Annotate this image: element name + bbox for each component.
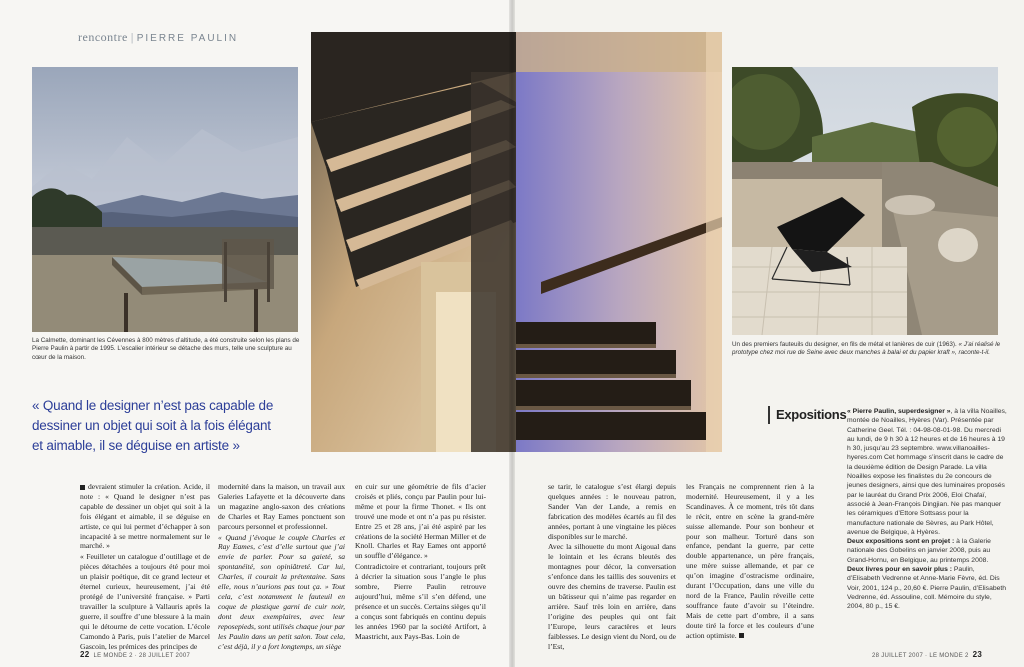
folio-right — [872, 650, 982, 659]
page-gutter — [509, 0, 515, 667]
sidebar-body — [847, 407, 1007, 612]
end-marker — [739, 633, 744, 638]
text-column-5 — [686, 482, 814, 642]
caption-right-quote: « J’ai réalisé le prototype chez moi rue de Seine avec deux manches à balai et du papier kraft », raconte-t-il. — [732, 341, 1001, 357]
col5-paragraph-1: les Français ne comprennent rien à la modernité. Heureusement, il y a les Scandinaves. À ce moment, très tôt dans le récit, entre en scène la grand-mère suisse allemande. Pour son bonheur et pour son malheur. Torturé dans son enfance, pendant la guerre, par cette double appartenance, un père français, une mère suisse allemande, et par ce qu’on imagine d’ostracisme ordinaire, durant l’Occupation, dans une ville du nord de la France, Paulin réveille cette souffrance faute d’avoir su l’éteindre. Mais de cette part d’ombre, il a sans doute tiré la force et les couleurs d’une action optimiste. — [686, 482, 814, 640]
rubric-name: PIERRE PAULIN — [136, 33, 239, 44]
col2-paragraph-1: modernité dans la maison, un travail aux Galeries Lafayette et la découverte dans un magazine anglo-saxon des créations de Charles et Ray Eames ponctuent son parcours personnel et professionnel. — [218, 482, 345, 531]
sidebar-item-villa-noailles: « Pierre Paulin, superdesigner », à la villa Noailles, montée de Noailles, Hyères (Var). Présentée par Catherine Geel. Tél. : 04-98-08-01-98. Du mercredi au lundi, de 9 h 30 à 12 heures et de 16 heures à 19 h 30, jusqu’au 23 septembre. www.villanoailles-hyeres.com Cet hommage s’inscrit dans le cadre de la deuxième édition de Design Parade. La villa Noailles expose les finalistes du 2e concours de jeunes designers, ainsi que des luminaires proposés par le lauréat du Grand Prix 2006, Eloi Chafaï, associé à Jean-François Dingjian. Ne pas manquer les céramiques d’Ettore Sottsass pour la manufacture nationale de Sèvres, au Park Hôtel, avenue de Belgique, à Hyères. — [847, 408, 1007, 536]
section-rubric — [78, 30, 238, 45]
photo-wire-chair-terrace — [732, 67, 998, 335]
text-column-1 — [80, 482, 210, 652]
caption-left: La Calmette, dominant les Cévennes à 800 mètres d’altitude, a été construite selon les plans de Pierre Paulin à partir de 1995. L’escalier intérieur se détache des murs, telle une sculpture au cœur de la maison. — [32, 337, 300, 361]
pull-quote: « Quand le designer n’est pas capable de dessiner un objet qui soit à la fois élégant et aimable, il se déguise en artiste » — [32, 398, 274, 453]
page-number-right: 23 — [972, 650, 983, 659]
col1-paragraph-2: « Feuilleter un catalogue d’outillage et de pièces détachées a toujours été pour moi un plaisir poétique, dit ce grand lecteur et éternel curieux, heureusement, j’ai été protégé de l’université française. » Parti travailler la sculpture à Vallauris après la guerre, il souffre d’une blessure à la main qui le détourne de cette vocation. L’école Camondo à Paris, puis l’atelier de Marcel Gascoin, les prémices des principes de — [80, 552, 210, 651]
rubric-separator: | — [130, 30, 134, 44]
col4-paragraph-1: se tarir, le catalogue s’est élargi depuis quelques années : le nouveau patron, Sander Van der Lande, a remis en fabrication des modèles écartés au fil des années, portant à une vingtaine les pièces disponibles sur le marché. — [548, 482, 676, 541]
start-marker — [80, 485, 85, 490]
sidebar-item-books: Deux livres pour en savoir plus : Paulin, d’Elisabeth Vedrenne et Anne-Marie Fèvre, éd. Dis Voir, 2001, 124 p., 20,60 €. Pierre Paulin, d’Elisabeth Vedrenne, éd. Assouline, coll. Mémoire du style, 2004, 80 p., 15 €. — [847, 566, 1007, 611]
rubric-label: rencontre — [78, 30, 128, 44]
caption-right-plain: Un des premiers fauteuils du designer, en fils de métal et lanières de cuir (1963). — [732, 341, 959, 348]
col1-paragraph-1: devraient stimuler la création. Acide, il note : « Quand le designer n’est pas capable de dessiner un objet qui soit à la fois élégant et aimable, il se déguise en artiste, ce qui lui permet d’échapper à son incapacité à se mettre normalement sur le marché. » — [80, 482, 210, 551]
page-number-left: 22 — [80, 650, 90, 659]
text-column-4 — [548, 482, 676, 652]
sidebar-title: Expositions — [768, 406, 846, 424]
photo-terrace-cevennes — [32, 67, 298, 332]
col3-paragraph-1: en cuir sur une géométrie de fils d’acier croisés et pliés, conçu par Paulin pour lui-même et pour la firme Thonet. « Ils ont trouvé une mode et ont n’a pas pu résister. Entre 25 et 28 ans, j’ai été aspiré par les créations de la société Herman Miller et de Knoll. Charles et Ray Eames ont apporté un souffle d’élégance. » — [355, 482, 486, 561]
col4-paragraph-2: Avec la silhouette du mont Aigoual dans le lointain et les écrans bleutés des montagnes pour décor, la conversation s’enfonce dans les taillis des souvenirs et ouvre des chemins de traverse. Paulin est un bâtisseur qui n’aime pas regarder en arrière. Sauf très loin en arrière, dans l’origine des peuples qui ont fait l’Europe, leurs caractères et leurs faiblesses. Le design vient du Nord, ou de l’Est, — [548, 542, 676, 651]
text-column-2 — [218, 482, 345, 652]
photo-staircase — [311, 32, 722, 452]
folio-left-text: LE MONDE 2 · 28 JUILLET 2007 — [93, 653, 191, 659]
sidebar-item-projects: Deux expositions sont en projet : à la Galerie nationale des Gobelins en janvier 2008, puis au Grand-Hornu, en Belgique, au printemps 2008. — [847, 538, 991, 564]
folio-left — [80, 650, 190, 659]
text-column-3 — [355, 482, 486, 643]
caption-right — [732, 341, 1002, 358]
col2-paragraph-2: « Quand j’évoque le couple Charles et Ray Eames, c’est d’elle surtout que j’ai envie de parler. Pour sa gaieté, sa spontanéité, son opiniâtreté. Car lui, Charles, il courait la prétentaine. Sans elle, nous n’aurions pas tout ça. » Tout cela, c’est notamment le fauteuil en coque de plastique garni de cuir noir, dont deux exemplaires, avec leur reposepieds, sont utilisés chaque jour par les Paulin dans un petit salon. Tout cela, c’est déjà, il y a fort longtemps, un siège — [218, 532, 345, 651]
col3-paragraph-2: Contradictoire et contrariant, toujours prêt à décrier la situation sous l’angle le plus sombre, Pierre Paulin retrouve aujourd’hui, même s’il s’en défend, une présence et un succès. Certains sièges qu’il a conçus sont fabriqués en continu depuis les années 1960 par la société Artifort, à Maastricht, aux Pays-Bas. Loin de — [355, 562, 486, 641]
folio-right-text: 28 JUILLET 2007 · LE MONDE 2 — [872, 653, 969, 659]
